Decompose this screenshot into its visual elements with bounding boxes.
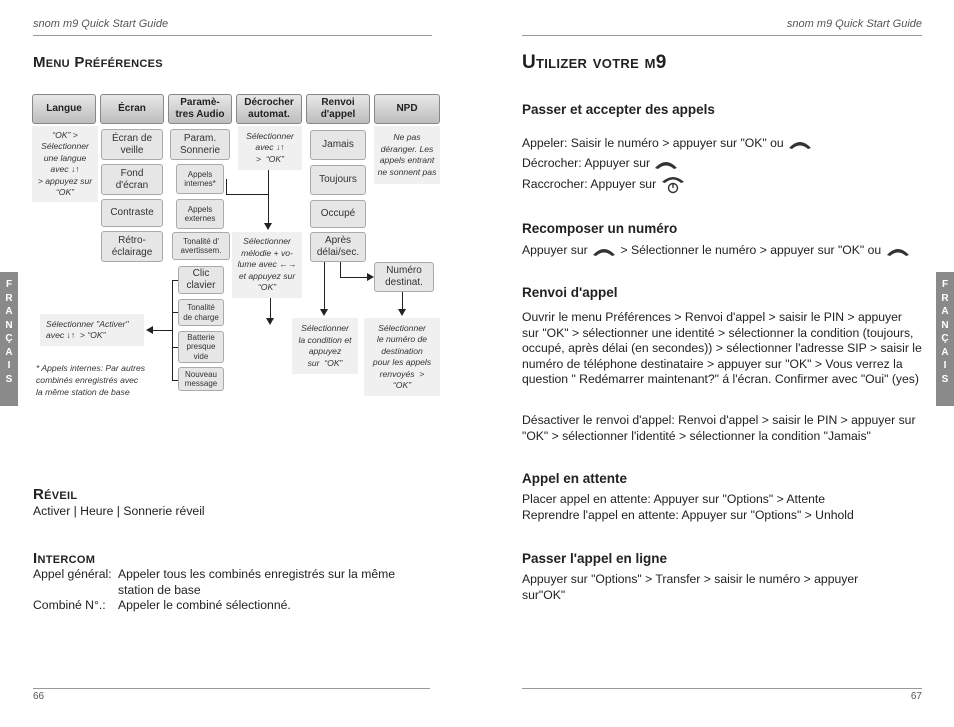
activer-note: Sélectionner "Activer" avec ↓↑ > “OK” xyxy=(40,314,144,346)
connector-line xyxy=(152,330,172,331)
condition-note: Sélectionner la condition et appuyez sur “OK” xyxy=(292,318,358,374)
arrow-down-icon xyxy=(264,223,272,230)
diagram-header-renvoi: Renvoi d'appel xyxy=(306,94,370,124)
transfert-paragraph: Appuyer sur "Options" > Transfer > saisir le numéro > appuyer sur"OK" xyxy=(522,572,859,602)
left-running-header: snom m9 Quick Start Guide xyxy=(33,18,169,30)
intercom-label-general: Appel général: xyxy=(33,567,112,581)
passer-accepter-title: Passer et accepter des appels xyxy=(522,102,715,117)
intercom-text-combine: Appeler le combiné sélectionné. xyxy=(118,598,291,612)
reveil-text: Activer | Heure | Sonnerie réveil xyxy=(33,504,205,518)
melodie-note: Sélectionner mélodie + vo- lume avec ←→ et appuyez sur “OK” xyxy=(232,232,302,298)
ecran-item-veille: Écran de veille xyxy=(101,129,163,160)
connector-line xyxy=(340,277,368,278)
handset-offhook-icon xyxy=(591,245,617,257)
raccrocher-line: Raccrocher: Appuyer sur xyxy=(522,176,686,194)
numero-destination-box: Numéro destinat. xyxy=(374,262,434,292)
renvoi-title: Renvoi d'appel xyxy=(522,285,618,300)
renvoi-item-jamais: Jamais xyxy=(310,130,366,160)
intercom-title: Intercom xyxy=(33,550,96,567)
handset-onhook-icon xyxy=(660,176,686,194)
renvoi-item-apres-delai: Après délai/sec. xyxy=(310,232,366,262)
audio-item-externes: Appels externes xyxy=(176,199,224,229)
intercom-label-combine: Combiné N°.: xyxy=(33,598,106,612)
destination-note: Sélectionner le numéro de destination pour les appels renvoyés > “OK” xyxy=(364,318,440,396)
connector-line xyxy=(172,347,178,348)
left-footer-rule xyxy=(33,688,430,689)
diagram-header-ecran: Écran xyxy=(100,94,164,124)
npd-note: Ne pas déranger. Les appels entrant ne sonnent pas xyxy=(374,126,440,184)
arrow-right-icon xyxy=(367,273,374,281)
ecran-item-contraste: Contraste xyxy=(101,199,163,227)
langue-note: “OK” > Sélectionner une langue avec ↓↑ > appuyez sur “OK” xyxy=(32,126,98,202)
audio-item-sonnerie: Param. Sonnerie xyxy=(170,129,230,160)
decrocher-line: Décrocher: Appuyer sur xyxy=(522,156,679,172)
connector-line xyxy=(172,380,178,381)
arrow-down-icon xyxy=(398,309,406,316)
audio-item-charge: Tonalité de charge xyxy=(178,299,224,326)
arrow-down-icon xyxy=(266,318,274,325)
left-header-rule xyxy=(33,35,432,36)
audio-item-batterie: Batterie presque vide xyxy=(178,331,224,363)
connector-line xyxy=(268,170,269,224)
right-running-header: snom m9 Quick Start Guide xyxy=(786,18,922,30)
diagram-header-langue: Langue xyxy=(32,94,96,124)
connector-line xyxy=(340,262,341,277)
diagram-header-decrocher: Décrocher automat. xyxy=(236,94,302,124)
renvoi-item-occupe: Occupé xyxy=(310,200,366,228)
audio-item-internes: Appels internes* xyxy=(176,164,224,194)
attente-title: Appel en attente xyxy=(522,471,628,486)
utiliser-title: Utilizer votre m9 xyxy=(522,52,667,73)
intercom-text-general: Appeler tous les combinés enregistrés sur la même station de base xyxy=(118,567,396,597)
arrow-left-icon xyxy=(146,326,153,334)
connector-line xyxy=(172,280,173,381)
handset-offhook-icon xyxy=(787,138,813,150)
right-page-number: 67 xyxy=(910,691,922,702)
diagram-header-npd: NPD xyxy=(374,94,440,124)
audio-item-message: Nouveau message xyxy=(178,367,224,391)
reveil-title: Réveil xyxy=(33,486,78,503)
left-page-number: 66 xyxy=(33,691,45,702)
connector-line xyxy=(172,312,178,313)
right-footer-rule xyxy=(522,688,922,689)
diagram-header-audio: Paramè- tres Audio xyxy=(168,94,232,124)
attente-line-1: Placer appel en attente: Appuyer sur "Options" > Attente xyxy=(522,492,826,506)
recomposer-line: Appuyer sur > Sélectionner le numéro > appuyer sur "OK" ou xyxy=(522,243,911,259)
renvoi-paragraph: Ouvrir le menu Préférences > Renvoi d'appel > saisir le PIN > appuyer sur "OK" > sélectionner une identité > sélectionner la condition (toujours, occupé, après délai (en secondes)) > sélectionner l'adresse SIP > saisir le numéro de téléphone destinataire > appuyer sur "OK" > Vous verrez la question " Redémarrer maintenant?" á l'écran. Confirmer avec "Oui" (yes) xyxy=(522,310,922,386)
language-side-tab-right: F R A N Ç A I S xyxy=(936,272,954,406)
audio-item-tonalite: Tonalité d' avertissem. xyxy=(172,232,230,260)
arrow-down-icon xyxy=(320,309,328,316)
ecran-item-fond: Fond d'écran xyxy=(101,164,163,195)
appeler-line: Appeler: Saisir le numéro > appuyer sur "OK" ou xyxy=(522,136,813,152)
language-side-tab-left: F R A N Ç A I S xyxy=(0,272,18,406)
ecran-item-retroeclairage: Rétro- éclairage xyxy=(101,231,163,262)
recomposer-title: Recomposer un numéro xyxy=(522,221,678,236)
connector-line xyxy=(172,280,178,281)
transfert-title: Passer l'appel en ligne xyxy=(522,551,668,566)
desactiver-renvoi-paragraph: Désactiver le renvoi d'appel: Renvoi d'appel > saisir le PIN > appuyer sur "OK" > sélectionner l'identité > sélectionner la condition "Jamais" xyxy=(522,413,916,443)
connector-line xyxy=(226,179,227,194)
attente-line-2: Reprendre l'appel en attente: Appuyer sur "Options" > Unhold xyxy=(522,508,854,522)
handset-offhook-icon xyxy=(885,245,911,257)
connector-line xyxy=(324,262,325,312)
internal-calls-footnote: * Appels internes: Par autres combinés enregistrés avec la même station de base xyxy=(36,363,146,397)
decrocher-note: Sélectionner avec ↓↑ > “OK” xyxy=(238,126,302,170)
connector-line xyxy=(226,194,268,195)
handset-offhook-icon xyxy=(653,158,679,170)
right-header-rule xyxy=(522,35,922,36)
audio-item-clic: Clic clavier xyxy=(178,266,224,294)
renvoi-item-toujours: Toujours xyxy=(310,165,366,195)
menu-preferences-title: Menu Préférences xyxy=(33,54,163,71)
